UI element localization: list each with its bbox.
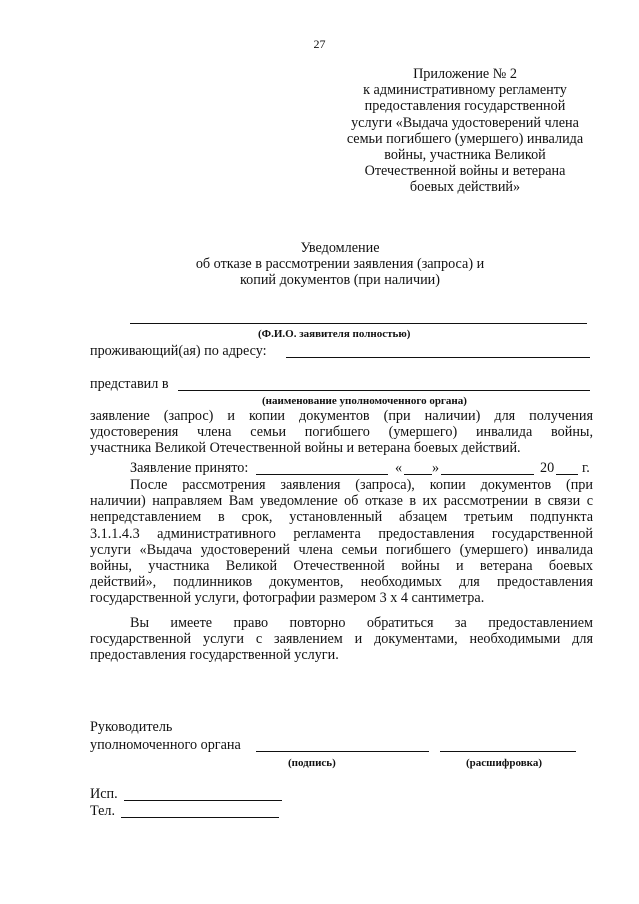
decode-caption: (расшифровка) [466,757,543,769]
paragraph-line: участника Великой Отечественной войны и ветерана боевых действий. [90,440,521,457]
page-number: 27 [313,37,326,51]
quote-open: « [395,460,403,476]
paragraph-line: государственной услуги с заявлением и документами, необходимыми для [90,631,593,648]
paragraph-line: наличии) направляем Вам уведомление об отказе в их рассмотрении в связи с [90,493,593,510]
appendix-line: боевых действий» [409,179,521,196]
signature-field-line[interactable] [256,751,429,752]
paragraph-line: войны, участника Великой Отечественной войны и ветерана боевых [90,557,593,574]
paragraph-line: действий», подлинников документов, необходимых для предоставления [90,574,593,591]
notice-title-line: копий документов (при наличии) [239,272,440,289]
fio-caption: (Ф.И.О. заявителя полностью) [258,328,411,340]
day-field-line[interactable] [404,474,432,475]
paragraph-1 [90,408,593,457]
date-received-field-line[interactable] [256,474,388,475]
submitted-label: представил в [90,376,169,392]
paragraph-line: заявление (запрос) и копии документов (при наличии) для получения [90,408,593,424]
appendix-line: услуги «Выдача удостоверений члена [351,114,579,131]
address-label: проживающий(ая) по адресу: [90,343,267,359]
appendix-line: войны, участника Великой [384,147,546,164]
fio-field-line[interactable] [130,323,587,324]
paragraph-line: После рассмотрения заявления (запроса), копии документов (при [130,477,593,493]
paragraph-line: предоставления государственной услуги. [90,647,339,664]
appendix-header [330,66,600,196]
paragraph-line: непредставлением в срок, установленный абзацем третьим подпункта [90,509,593,526]
notice-title-line: Уведомление [300,240,380,256]
signature-caption: (подпись) [288,757,336,769]
date-received-label: Заявление принято: [130,460,249,476]
paragraph-2 [90,477,593,607]
paragraph-line: 3.1.1.4.3 административного регламента предоставления государственной [90,525,593,542]
appendix-line: семьи погибшего (умершего) инвалида [346,130,584,147]
month-field-line[interactable] [441,474,534,475]
authority-caption: (наименование уполномоченного органа) [262,395,467,407]
name-decode-field-line[interactable] [440,751,576,752]
head-label: Руководитель [90,719,173,735]
phone-label: Тел. [90,803,116,819]
authority-field-line[interactable] [178,390,590,391]
phone-field-line[interactable] [121,817,279,818]
year-field-line[interactable] [556,474,578,475]
paragraph-3 [90,615,593,664]
executor-field-line[interactable] [124,800,282,801]
year-prefix: 20 [540,460,555,476]
address-field-line[interactable] [286,357,590,358]
paragraph-line: государственной услуги, фотографии размером 3 х 4 сантиметра. [90,590,485,607]
year-suffix: г. [582,460,590,476]
executor-label: Исп. [90,786,118,802]
paragraph-line: удостоверения члена семьи погибшего (умершего) инвалида войны, [90,424,593,441]
quote-close: » [432,460,440,476]
appendix-line: предоставления государственной [364,98,566,115]
appendix-line: Приложение № 2 [413,66,517,82]
appendix-line: к административному регламенту [363,82,567,99]
notice-title [90,240,590,289]
paragraph-line: услуги «Выдача удостоверений члена семьи погибшего (умершего) инвалида [90,541,593,558]
notice-title-line: об отказе в рассмотрении заявления (запроса) и [195,256,485,273]
org-label: уполномоченного органа [90,737,241,753]
appendix-line: Отечественной войны и ветерана [364,163,566,180]
paragraph-line: Вы имеете право повторно обратиться за предоставлением [130,615,593,631]
